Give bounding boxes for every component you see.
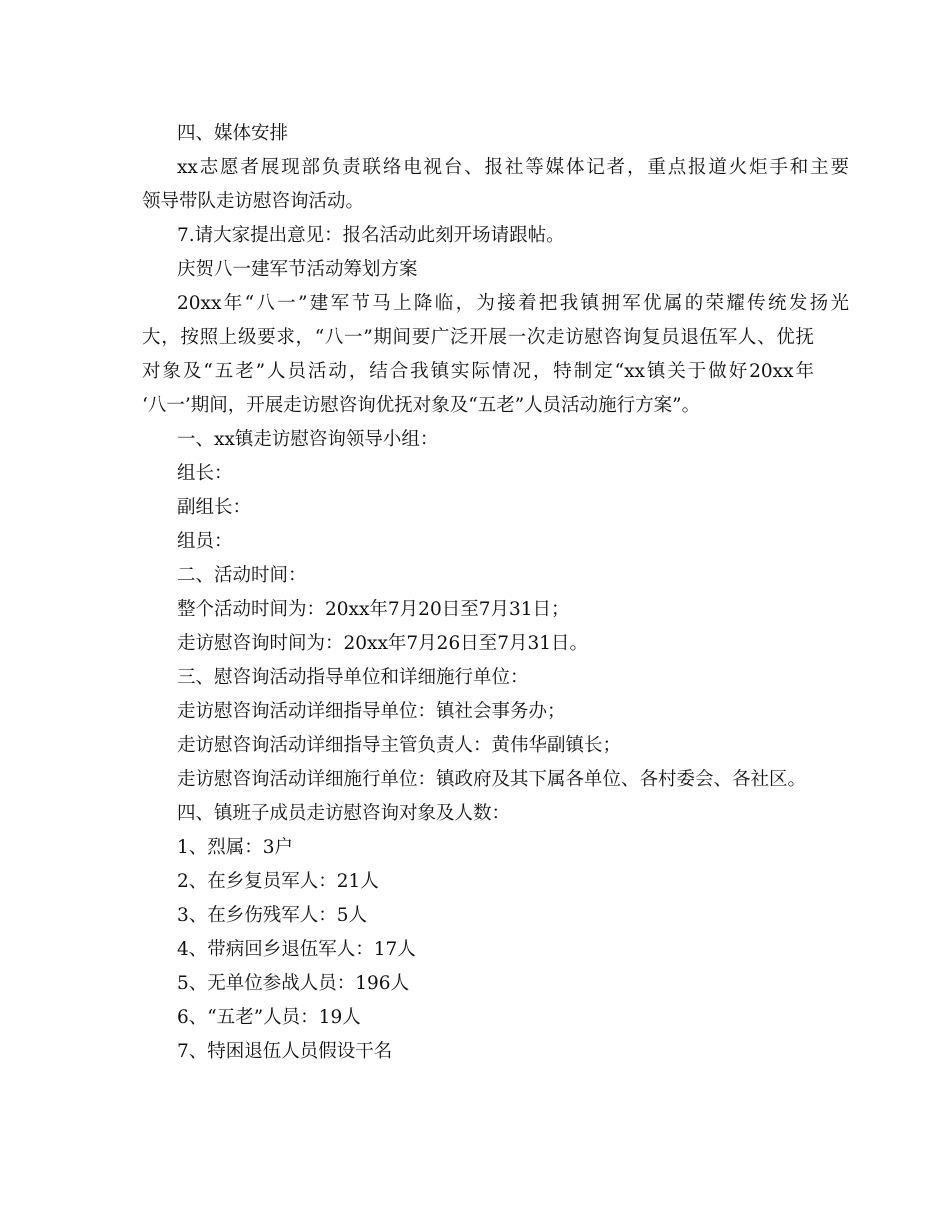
list-item: 3、在乡伤残军人：5人 xyxy=(177,905,368,926)
list-item: 组员： xyxy=(177,531,233,552)
paragraph-line: 20xx年“八一”建军节马上降临，为接着把我镇拥军优属的荣耀传统发扬光 xyxy=(177,293,849,314)
paragraph-line: 对象及“五老”人员活动，结合我镇实际情况，特制定“xx镇关于做好20xx年 xyxy=(142,361,814,382)
paragraph-line: 大，按照上级要求，“八一”期间要广泛开展一次走访慰咨询复员退伍军人、优抚 xyxy=(142,327,814,348)
list-item: 组长： xyxy=(177,463,233,484)
section-heading: 四、镇班子成员走访慰咨询对象及人数： xyxy=(177,803,511,824)
list-item: 1、烈属：3户 xyxy=(177,837,294,858)
list-item: 副组长： xyxy=(177,497,252,518)
list-item: 走访慰咨询活动详细指导主管负责人：黄伟华副镇长； xyxy=(177,735,622,756)
list-item: 7、特困退伍人员假设干名 xyxy=(177,1041,393,1062)
list-item: 4、带病回乡退伍军人：17人 xyxy=(177,939,416,960)
list-item: 走访慰咨询活动详细指导单位：镇社会事务办； xyxy=(177,701,566,722)
document-title: 庆贺八一建军节活动筹划方案 xyxy=(177,259,418,280)
section-heading: 二、活动时间： xyxy=(177,565,307,586)
heading-media-arrangement: 四、媒体安排 xyxy=(177,123,289,144)
list-item: 走访慰咨询时间为：20xx年7月26日至7月31日。 xyxy=(177,633,589,654)
list-item: 整个活动时间为：20xx年7月20日至7月31日； xyxy=(177,599,570,620)
paragraph-line: xx志愿者展现部负责联络电视台、报社等媒体记者，重点报道火炬手和主要 xyxy=(177,157,849,178)
list-item: 2、在乡复员军人：21人 xyxy=(177,871,379,892)
list-item: 走访慰咨询活动详细施行单位：镇政府及其下属各单位、各村委会、各社区。 xyxy=(177,769,807,790)
section-heading: 三、慰咨询活动指导单位和详细施行单位： xyxy=(177,667,529,688)
list-item: 5、无单位参战人员：196人 xyxy=(177,973,410,994)
list-item: 6、“五老”人员：19人 xyxy=(177,1007,361,1028)
paragraph-line: 领导带队走访慰咨询活动。 xyxy=(142,191,365,212)
paragraph-line: 7.请大家提出意见：报名活动此刻开场请跟帖。 xyxy=(177,225,565,246)
paragraph-line: ‘八一’期间，开展走访慰咨询优抚对象及“五老”人员活动施行方案”。 xyxy=(142,395,701,416)
section-heading: 一、xx镇走访慰咨询领导小组： xyxy=(177,429,439,450)
